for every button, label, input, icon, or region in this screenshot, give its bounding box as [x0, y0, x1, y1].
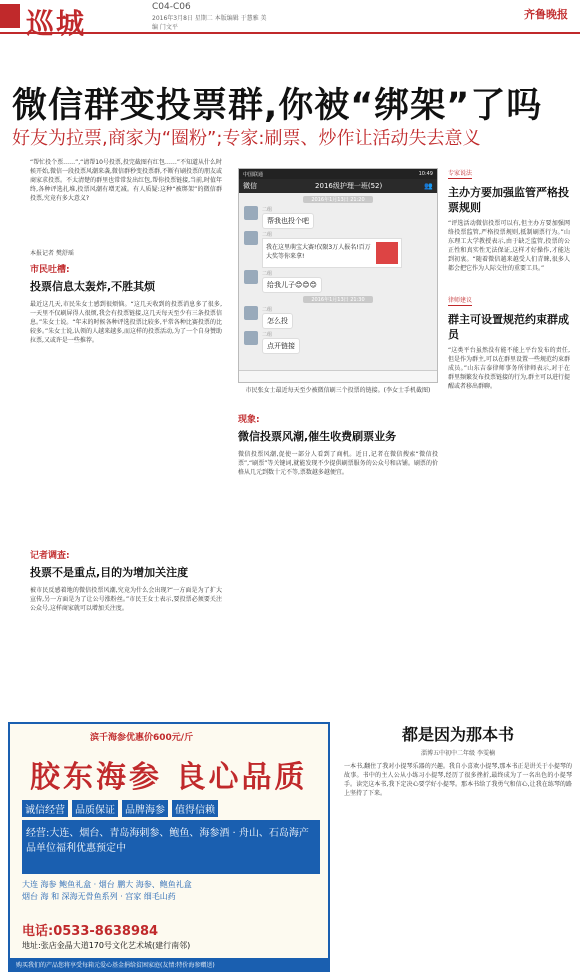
left-story-2: [30, 548, 222, 613]
essay-story: [344, 722, 572, 798]
vote-link-card: [262, 238, 402, 268]
ad-slogan: 诚信经营: [22, 800, 68, 817]
chat-message: [244, 331, 432, 354]
chat-timestamp: 2016年1月13日 21:20: [303, 196, 373, 203]
essay-title: 都是因为那本书: [401, 725, 514, 744]
ad-slogan: 值得信赖: [172, 800, 218, 817]
page-range: C04-C06: [152, 2, 191, 12]
group-icon: 👥: [424, 182, 433, 190]
mid-kicker: 现象:: [238, 415, 260, 425]
mid-story: [238, 412, 438, 477]
lawyer-title: 群主可设置规范约束群成员: [448, 313, 569, 341]
ad-slogan: 品质保证: [72, 800, 118, 817]
wechat-screenshot: [238, 168, 438, 383]
chat-input-bar: [239, 370, 437, 382]
ad-brand: 胶东海参 良心品质: [30, 760, 308, 795]
clock-label: 10:49: [418, 171, 433, 177]
chat-message: [244, 206, 432, 229]
newspaper-logo: 齐鲁晚报: [524, 8, 568, 21]
card-text: 我在这里萌宝大赛!仅限3万人报名!百万大奖等你来拿!: [266, 244, 371, 260]
ad-price-banner: 滨千海参优惠价600元/斤: [90, 733, 194, 743]
chat-message-card: [244, 231, 432, 268]
expert-tag: 专家说法: [448, 170, 473, 177]
ad-line: 烟台 海 和 深海无骨鱼系列 · 宫家 细毛山药: [22, 892, 176, 901]
sender-name: 二组: [262, 332, 273, 338]
ad-line: 大连 海参 鲍鱼礼盒 · 烟台 鹏大 海参、鲍鱼礼盒: [22, 880, 192, 889]
message-bubble: 怎么投: [262, 313, 293, 329]
issue-meta: 2016年3月8日 星期二 本版编辑 于慧雅 美编 门文平: [152, 15, 267, 31]
left-kicker-2: 记者调查:: [30, 551, 70, 561]
left-body: 最近这几天,市民朱女士感到很烦恼。“这几天收到的投票消息多了很多,一天里不仅刷屏得人很烦,我会有投票链接,这几天每天至少有三条投票信息。”朱女士说。“年末的时候各种评选投票比较多,平常各种比赛投票的比较多。”朱女士说,认领的人越来越多,而这样的投票活动,为了一个自身赞助拉票,又或许是一些推荐。: [30, 301, 222, 344]
sender-name: 二组: [262, 271, 273, 277]
avatar: [244, 270, 258, 284]
mid-body: 微信投票风潮,促使一部分人看到了商机。近日,记者在微信搜索“微信投票”,“刷票”等关键词,就能发现不少提供刷票服务的公众号和店铺。刷票的价格从几元到数十元不等,票数越多越便宜。: [238, 451, 438, 476]
essay-body: 一本书,翻住了我对小提琴乐器的兴趣。我自小喜欢小提琴,那本书正是讲关于小提琴的故事。书中的主人公从小练习小提琴,经历了很多挫折,最终成为了一名出色的小提琴手。读完这本书,我下定决心要学好小提琴。那本书给了我勇气和信心,让我在练琴的路上坚持了下来。: [344, 763, 572, 797]
message-bubble: 帮我也投个吧: [262, 213, 314, 229]
lead-paragraph: “帮忙投个票……”,“请帮10号投票,投完截图有红包……”不知道从什么时候开始,微信一段投票风潮来袭,微信群秒变投票群,不断有刷投票的朋友或商家求投票。不太清楚的群里也常常发出红包,帮你投票链接,当前,时值年终,各种评选扎堆,投票风潮有增无减。有人质疑:这种“被绑架”的微信群投票,究竟有多大意义?: [30, 159, 222, 202]
chat-message: [244, 270, 432, 293]
carrier-label: 中国联通: [243, 172, 264, 178]
essay-byline: 淄博五中初中二年级 李雯楠: [421, 750, 495, 757]
avatar: [244, 206, 258, 220]
left-body-2: 被市民反感着地的微信投票风潮,究竟为什么会出现?“一方面是为了扩大宣传,另一方面是为了让公号涨粉丝。”市民王女士表示,要投票必须要关注公众号,这样商家就可以增加关注度。: [30, 587, 222, 612]
masthead: [0, 0, 580, 40]
ad-slogan: 品牌海参: [122, 800, 168, 817]
left-kicker: 市民吐槽:: [30, 265, 70, 275]
card-thumbnail: [376, 242, 398, 264]
seafood-advertisement: [8, 722, 330, 972]
sender-name: 二组: [262, 307, 273, 313]
phone-status-bar: [239, 169, 437, 179]
reporter-byline: 本报记者 樊舒瑶: [30, 250, 74, 257]
mid-heading: 微信投票风潮,催生收费刷票业务: [238, 430, 397, 443]
message-bubble: 点开链接: [262, 338, 300, 354]
ad-slogans: [22, 800, 218, 817]
message-bubble: 给我儿子😊😊😊: [262, 277, 322, 293]
ad-product-block: 经营:大连、烟台、青岛海刺参、鲍鱼、海参酒 · 舟山、石岛海产品单位福利优惠预定中: [22, 820, 320, 874]
main-subhead: 好友为拉票,商家为“圈粉”;专家:刷票、炒作让活动失去意义: [12, 128, 481, 149]
avatar: [244, 231, 258, 245]
main-headline: 微信群变投票群,你被“绑架”了吗: [12, 86, 543, 126]
avatar: [244, 306, 258, 320]
sender-name: 二组: [262, 207, 273, 213]
lawyer-body: “这类平台虽然没有能不能上平台发布的责任,但是作为群主,可以在群里设置一些规范约束群成员。”山东吉泰律师事务所律师表示,对于在群里频繁发布投票链接的行为,群主可以进行提醒或者移出群聊。: [448, 347, 570, 390]
expert-body: “评选活动微信投票可以有,但主办方要加强网络投票监管,严格投票规则,抵制刷票行为。”山东理工大学教授表示,由于缺乏监管,投票的公正性和真实性无法保证,这样才好操作,才能达到初衷。“随着微信越来越受人们青睐,很多人都会把它作为人际交往的重要工具。”: [448, 220, 570, 272]
group-title: 2016级护理一班(52): [315, 182, 383, 190]
section-title: 巡城: [26, 7, 87, 40]
back-label: 微信: [243, 182, 257, 190]
masthead-accent-bar: [0, 4, 20, 28]
photo-caption: 市民张女士最近每天至少被微信刷三个投票的链接。(李女士手机截图): [245, 387, 431, 394]
chat-message: [244, 306, 432, 329]
ad-product-lines: [22, 879, 320, 903]
chat-title-bar: [239, 179, 437, 193]
right-column: [448, 160, 570, 391]
expert-title: 主办方要加强监管严格投票规则: [448, 186, 569, 214]
ad-footer: 购买我们的产品您将享受每箱元爱心基金捐给贫困家庭(友情:特价海参赠送): [10, 958, 328, 970]
lawyer-tag: 律师建议: [448, 297, 473, 304]
ad-phone: 电话:0533-8638984: [22, 924, 159, 939]
avatar: [244, 331, 258, 345]
left-heading: 投票信息太轰炸,不胜其烦: [30, 280, 156, 293]
ad-address: 地址:张店金晶大道170号文化艺术城(建行南邻): [22, 941, 191, 950]
left-heading-2: 投票不是重点,目的为增加关注度: [30, 566, 189, 579]
sender-name: 二组: [262, 232, 273, 238]
chat-timestamp: 2016年1月13日 21:30: [303, 296, 373, 303]
left-story: [30, 262, 222, 345]
